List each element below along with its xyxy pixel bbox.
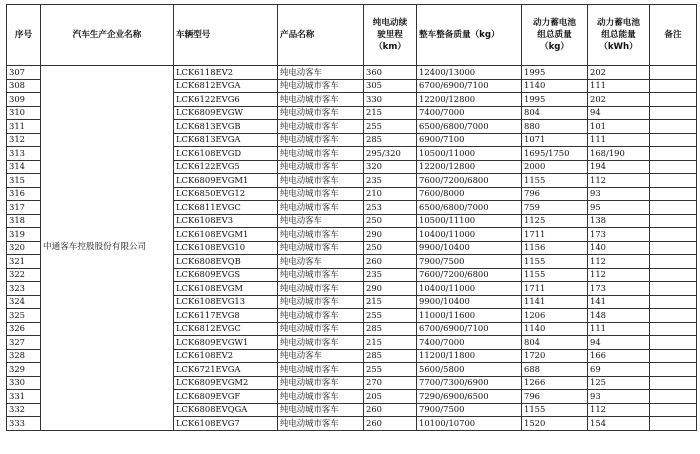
cell-product: 纯电动城市客车 (278, 106, 364, 120)
cell-model: LCK6811EVGC (174, 201, 278, 215)
cell-mass: 7600/8000 (417, 187, 522, 201)
cell-battery-energy: 93 (588, 187, 650, 201)
cell-battery-mass: 1155 (522, 403, 588, 417)
cell-range: 235 (364, 174, 417, 188)
cell-product: 纯电动城市客车 (278, 282, 364, 296)
cell-model: LCK6809EVGW1 (174, 336, 278, 350)
cell-product: 纯电动客车 (278, 349, 364, 363)
header-seq: 序号 (7, 5, 41, 66)
cell-model: LCK6808EVQB (174, 255, 278, 269)
cell-battery-mass: 1155 (522, 174, 588, 188)
cell-battery-energy: 69 (588, 363, 650, 377)
cell-mass: 6700/6900/7100 (417, 79, 522, 93)
cell-note (650, 201, 697, 215)
header-model: 车辆型号 (174, 5, 278, 66)
cell-battery-mass: 2000 (522, 160, 588, 174)
cell-seq: 331 (7, 390, 41, 404)
cell-note (650, 160, 697, 174)
cell-battery-energy: 112 (588, 403, 650, 417)
cell-note (650, 187, 697, 201)
cell-note (650, 295, 697, 309)
table-row (7, 66, 697, 80)
cell-product: 纯电动城市客车 (278, 376, 364, 390)
cell-battery-mass: 1711 (522, 282, 588, 296)
cell-model: LCK6108EVGD (174, 147, 278, 161)
cell-mass: 11000/11600 (417, 309, 522, 323)
cell-range: 215 (364, 295, 417, 309)
cell-battery-mass: 1155 (522, 255, 588, 269)
cell-seq: 328 (7, 349, 41, 363)
cell-seq: 311 (7, 120, 41, 134)
cell-note (650, 255, 697, 269)
header-company: 汽车生产企业名称 (41, 5, 174, 66)
header-battery-energy (588, 5, 650, 66)
cell-range: 330 (364, 93, 417, 107)
cell-seq: 323 (7, 282, 41, 296)
cell-note (650, 147, 697, 161)
cell-model: LCK6108EVG7 (174, 417, 278, 431)
cell-range: 290 (364, 282, 417, 296)
cell-range: 290 (364, 228, 417, 242)
cell-battery-energy: 140 (588, 241, 650, 255)
cell-model: LCK6812EVGC (174, 322, 278, 336)
cell-product: 纯电动客车 (278, 214, 364, 228)
cell-battery-mass: 759 (522, 201, 588, 215)
cell-seq: 330 (7, 376, 41, 390)
cell-note (650, 390, 697, 404)
cell-mass: 7900/7500 (417, 255, 522, 269)
cell-battery-mass: 880 (522, 120, 588, 134)
cell-model: LCK6108EVG10 (174, 241, 278, 255)
cell-battery-energy: 125 (588, 376, 650, 390)
cell-seq: 324 (7, 295, 41, 309)
cell-range: 295/320 (364, 147, 417, 161)
cell-mass: 5600/5800 (417, 363, 522, 377)
cell-note (650, 93, 697, 107)
cell-range: 360 (364, 66, 417, 80)
cell-mass: 6500/6800/7000 (417, 120, 522, 134)
cell-battery-energy: 111 (588, 133, 650, 147)
cell-model: LCK6721EVGA (174, 363, 278, 377)
cell-product: 纯电动城市客车 (278, 268, 364, 282)
cell-model: LCK6108EVGM (174, 282, 278, 296)
cell-battery-energy: 202 (588, 93, 650, 107)
cell-model: LCK6809EVGS (174, 268, 278, 282)
cell-battery-mass: 1266 (522, 376, 588, 390)
cell-range: 285 (364, 133, 417, 147)
cell-product: 纯电动城市客车 (278, 174, 364, 188)
cell-seq: 332 (7, 403, 41, 417)
cell-seq: 327 (7, 336, 41, 350)
cell-note (650, 268, 697, 282)
cell-mass: 9900/10400 (417, 241, 522, 255)
cell-battery-mass: 1140 (522, 322, 588, 336)
cell-seq: 312 (7, 133, 41, 147)
cell-note (650, 403, 697, 417)
cell-seq: 310 (7, 106, 41, 120)
header-range-line3: （km） (374, 42, 406, 52)
header-range (364, 5, 417, 66)
cell-battery-energy: 202 (588, 66, 650, 80)
cell-seq: 313 (7, 147, 41, 161)
cell-range: 250 (364, 214, 417, 228)
cell-model: LCK6813EVGB (174, 120, 278, 134)
cell-seq: 320 (7, 241, 41, 255)
cell-seq: 319 (7, 228, 41, 242)
cell-model: LCK6108EVGM1 (174, 228, 278, 242)
cell-product: 纯电动客车 (278, 66, 364, 80)
cell-note (650, 363, 697, 377)
header-battery-mass (522, 5, 588, 66)
cell-battery-mass: 1695/1750 (522, 147, 588, 161)
cell-product: 纯电动城市客车 (278, 93, 364, 107)
cell-range: 253 (364, 201, 417, 215)
cell-range: 255 (364, 309, 417, 323)
cell-seq: 307 (7, 66, 41, 80)
cell-mass: 7400/7000 (417, 336, 522, 350)
cell-mass: 10100/10700 (417, 417, 522, 431)
cell-battery-mass: 688 (522, 363, 588, 377)
cell-battery-energy: 173 (588, 228, 650, 242)
cell-model: LCK6812EVGA (174, 79, 278, 93)
cell-note (650, 133, 697, 147)
cell-mass: 7290/6900/6500 (417, 390, 522, 404)
cell-product: 纯电动客车 (278, 255, 364, 269)
cell-mass: 7600/7200/6800 (417, 174, 522, 188)
cell-seq: 317 (7, 201, 41, 215)
cell-battery-mass: 1141 (522, 295, 588, 309)
cell-battery-mass: 1140 (522, 79, 588, 93)
cell-product: 纯电动城市客车 (278, 201, 364, 215)
cell-model: LCK6850EVG12 (174, 187, 278, 201)
cell-product: 纯电动城市客车 (278, 120, 364, 134)
cell-mass: 6700/6900/7100 (417, 322, 522, 336)
cell-battery-mass: 1125 (522, 214, 588, 228)
cell-battery-energy: 112 (588, 268, 650, 282)
cell-mass: 10500/11000 (417, 147, 522, 161)
cell-product: 纯电动城市客车 (278, 363, 364, 377)
cell-mass: 7400/7000 (417, 106, 522, 120)
cell-mass: 7700/7300/6900 (417, 376, 522, 390)
header-range-line2: 驶里程 (377, 30, 403, 40)
cell-note (650, 79, 697, 93)
cell-battery-energy: 141 (588, 295, 650, 309)
cell-battery-mass: 1206 (522, 309, 588, 323)
cell-range: 270 (364, 376, 417, 390)
cell-note (650, 322, 697, 336)
cell-seq: 325 (7, 309, 41, 323)
cell-product: 纯电动城市客车 (278, 160, 364, 174)
cell-note (650, 106, 697, 120)
cell-battery-mass: 1995 (522, 93, 588, 107)
cell-model: LCK6809EVGM2 (174, 376, 278, 390)
cell-range: 205 (364, 390, 417, 404)
cell-note (650, 417, 697, 431)
header-battery-energy-line3: （kWh） (599, 42, 638, 52)
header-battery-energy-line1: 动力蓄电池 (597, 18, 640, 28)
cell-range: 215 (364, 336, 417, 350)
cell-battery-energy: 112 (588, 255, 650, 269)
cell-range: 250 (364, 241, 417, 255)
cell-mass: 6900/7100 (417, 133, 522, 147)
cell-battery-energy: 111 (588, 322, 650, 336)
cell-seq: 318 (7, 214, 41, 228)
cell-company: 中通客车控股股份有限公司 (41, 66, 174, 431)
cell-battery-energy: 168/190 (588, 147, 650, 161)
cell-seq: 308 (7, 79, 41, 93)
cell-product: 纯电动城市客车 (278, 241, 364, 255)
cell-mass: 6500/6800/7000 (417, 201, 522, 215)
cell-mass: 11200/11800 (417, 349, 522, 363)
cell-battery-mass: 804 (522, 336, 588, 350)
cell-range: 305 (364, 79, 417, 93)
cell-product: 纯电动城市客车 (278, 390, 364, 404)
header-battery-mass-line1: 动力蓄电池 (533, 18, 576, 28)
cell-note (650, 214, 697, 228)
cell-mass: 10400/11000 (417, 282, 522, 296)
cell-range: 255 (364, 120, 417, 134)
cell-note (650, 376, 697, 390)
cell-battery-energy: 111 (588, 79, 650, 93)
cell-model: LCK6813EVGA (174, 133, 278, 147)
cell-range: 260 (364, 403, 417, 417)
cell-product: 纯电动城市客车 (278, 79, 364, 93)
cell-seq: 316 (7, 187, 41, 201)
cell-model: LCK6809EVGF (174, 390, 278, 404)
cell-battery-energy: 138 (588, 214, 650, 228)
cell-battery-energy: 173 (588, 282, 650, 296)
cell-range: 320 (364, 160, 417, 174)
cell-range: 285 (364, 349, 417, 363)
cell-note (650, 241, 697, 255)
header-battery-mass-line3: （kg） (539, 42, 570, 52)
cell-product: 纯电动城市客车 (278, 336, 364, 350)
cell-note (650, 174, 697, 188)
header-product: 产品名称 (278, 5, 364, 66)
cell-model: LCK6108EV3 (174, 214, 278, 228)
table-body (7, 66, 697, 431)
cell-battery-mass: 1156 (522, 241, 588, 255)
cell-model: LCK6808EVQGA (174, 403, 278, 417)
cell-battery-energy: 194 (588, 160, 650, 174)
cell-mass: 12400/13000 (417, 66, 522, 80)
cell-note (650, 120, 697, 134)
cell-product: 纯电动城市客车 (278, 133, 364, 147)
cell-mass: 12200/12800 (417, 160, 522, 174)
cell-product: 纯电动城市客车 (278, 228, 364, 242)
cell-battery-energy: 93 (588, 390, 650, 404)
cell-product: 纯电动城市客车 (278, 147, 364, 161)
cell-mass: 7600/7200/6800 (417, 268, 522, 282)
cell-product: 纯电动城市客车 (278, 187, 364, 201)
cell-seq: 321 (7, 255, 41, 269)
cell-product: 纯电动城市客车 (278, 295, 364, 309)
cell-battery-mass: 796 (522, 187, 588, 201)
cell-mass: 9900/10400 (417, 295, 522, 309)
cell-range: 260 (364, 417, 417, 431)
cell-product: 纯电动城市客车 (278, 309, 364, 323)
cell-note (650, 309, 697, 323)
cell-battery-mass: 1720 (522, 349, 588, 363)
cell-range: 255 (364, 363, 417, 377)
cell-seq: 315 (7, 174, 41, 188)
vehicle-catalog-table (6, 4, 697, 431)
cell-model: LCK6108EV2 (174, 349, 278, 363)
cell-note (650, 336, 697, 350)
cell-battery-energy: 95 (588, 201, 650, 215)
cell-battery-mass: 796 (522, 390, 588, 404)
header-note: 备注 (650, 5, 697, 66)
cell-battery-energy: 148 (588, 309, 650, 323)
cell-battery-energy: 112 (588, 174, 650, 188)
cell-seq: 309 (7, 93, 41, 107)
cell-model: LCK6117EVG8 (174, 309, 278, 323)
cell-battery-mass: 804 (522, 106, 588, 120)
cell-battery-mass: 1071 (522, 133, 588, 147)
cell-note (650, 282, 697, 296)
cell-battery-mass: 1155 (522, 268, 588, 282)
cell-range: 235 (364, 268, 417, 282)
cell-battery-energy: 94 (588, 336, 650, 350)
cell-model: LCK6108EVG13 (174, 295, 278, 309)
cell-mass: 10400/11000 (417, 228, 522, 242)
cell-note (650, 228, 697, 242)
cell-model: LCK6122EVG5 (174, 160, 278, 174)
cell-range: 260 (364, 255, 417, 269)
cell-range: 285 (364, 322, 417, 336)
cell-product: 纯电动城市客车 (278, 417, 364, 431)
cell-mass: 12200/12800 (417, 93, 522, 107)
cell-battery-energy: 166 (588, 349, 650, 363)
cell-product: 纯电动城市客车 (278, 403, 364, 417)
cell-model: LCK6809EVGM1 (174, 174, 278, 188)
cell-seq: 314 (7, 160, 41, 174)
cell-seq: 322 (7, 268, 41, 282)
cell-battery-mass: 1995 (522, 66, 588, 80)
header-battery-mass-line2: 组总质量 (537, 30, 572, 40)
cell-mass: 7900/7500 (417, 403, 522, 417)
cell-battery-energy: 101 (588, 120, 650, 134)
cell-note (650, 66, 697, 80)
header-row (7, 5, 697, 66)
cell-model: LCK6118EV2 (174, 66, 278, 80)
cell-seq: 329 (7, 363, 41, 377)
cell-battery-mass: 1711 (522, 228, 588, 242)
cell-seq: 333 (7, 417, 41, 431)
cell-range: 215 (364, 106, 417, 120)
cell-seq: 326 (7, 322, 41, 336)
header-range-line1: 纯电动续 (372, 18, 408, 28)
cell-range: 210 (364, 187, 417, 201)
cell-battery-energy: 94 (588, 106, 650, 120)
header-battery-energy-line2: 组总能量 (601, 30, 636, 40)
cell-model: LCK6122EVG6 (174, 93, 278, 107)
cell-battery-mass: 1520 (522, 417, 588, 431)
cell-product: 纯电动城市客车 (278, 322, 364, 336)
header-mass: 整车整备质量（kg） (417, 5, 522, 66)
cell-battery-energy: 154 (588, 417, 650, 431)
vehicle-catalog-table-container (6, 4, 697, 431)
cell-note (650, 349, 697, 363)
cell-mass: 10500/11100 (417, 214, 522, 228)
cell-model: LCK6809EVGW (174, 106, 278, 120)
